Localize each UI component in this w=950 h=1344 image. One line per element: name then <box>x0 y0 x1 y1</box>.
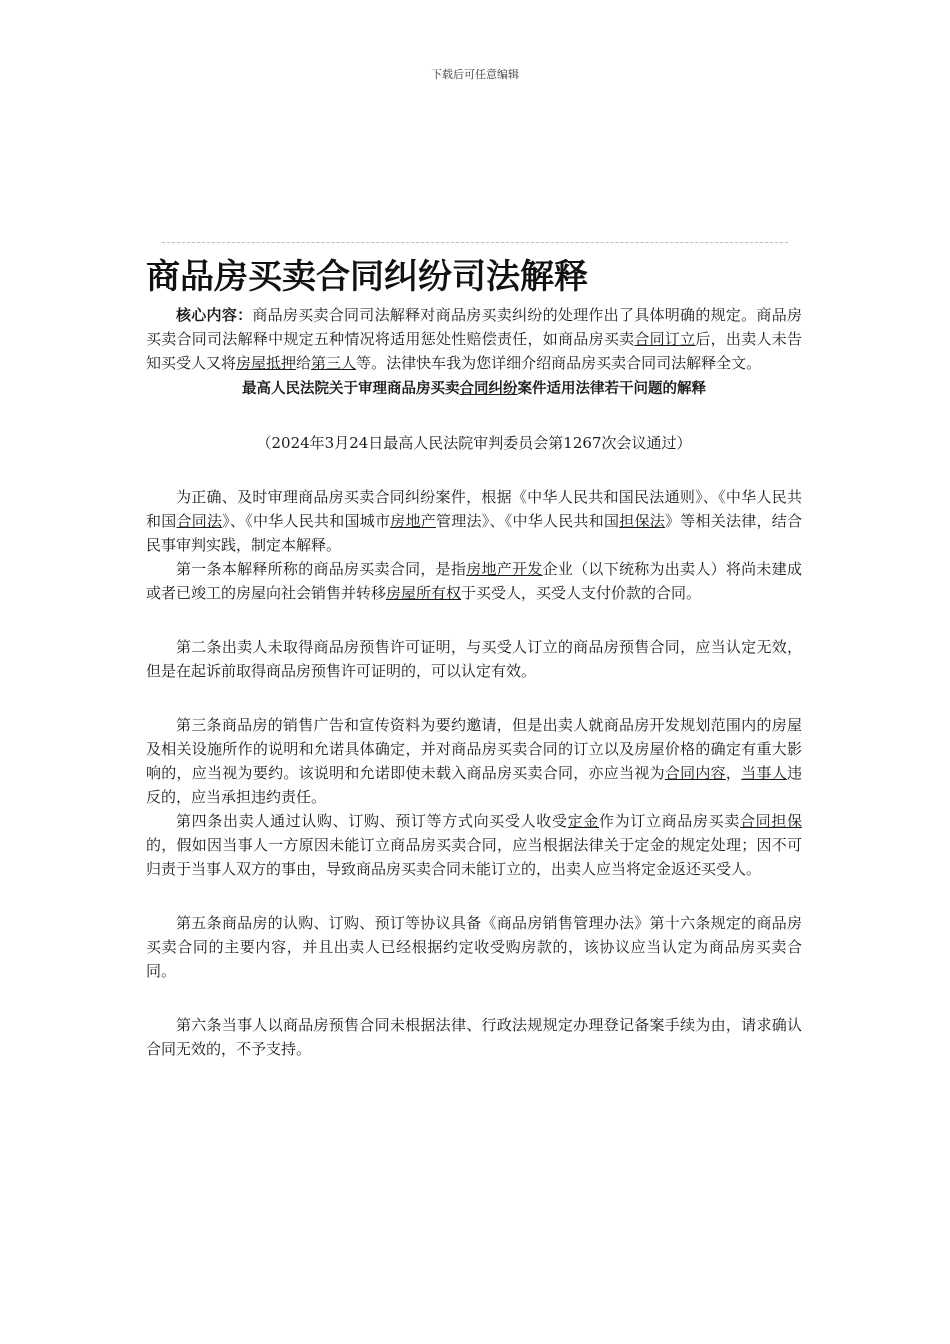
document-body <box>146 255 802 1061</box>
link-real-estate-development[interactable]: 房地产开发 <box>466 560 543 578</box>
link-party[interactable]: 当事人 <box>741 764 787 782</box>
doc-title-text: 最高人民法院关于审理商品房买卖 <box>242 381 460 397</box>
doc-title-text: 案件适用法律若干问题的解释 <box>517 381 706 397</box>
article-text: 的，假如因当事人一方原因未能订立商品房买卖合同，应当根据法律关于定金的规定处理；因不可归责于当事人双方的事由，导致商品房买卖合同未能订立的，出卖人应当将定金返还买受人。 <box>146 836 802 878</box>
adoption-date: （2024年3月24日最高人民法院审判委员会第1267次会议通过） <box>256 434 692 452</box>
article-text: 作为订立商品房买卖 <box>598 812 740 830</box>
intro-paragraph <box>146 303 802 375</box>
intro-text: 等。法律快车我为您详细介绍商品房买卖合同司法解释全文。 <box>356 354 762 372</box>
link-contract-content[interactable]: 合同内容 <box>664 764 726 782</box>
article-3 <box>146 713 802 809</box>
article-text: 于买受人，买受人支付价款的合同。 <box>461 584 702 602</box>
header-note: 下载后可任意编辑 <box>431 68 519 81</box>
link-house-ownership[interactable]: 房屋所有权 <box>386 584 462 602</box>
preamble-text: 管理法》、《中华人民共和国 <box>435 512 620 530</box>
link-contract-signing[interactable]: 合同订立 <box>634 330 696 348</box>
dashed-divider <box>162 242 788 243</box>
intro-text: 后，出卖人未告知买受人又将 <box>146 330 802 372</box>
intro-text: 商品房买卖合同司法解释对商品房买卖纠纷的处理作出了具体明确的规定。商品房买卖合同司法解释中规定五种情况将适用惩处性赔偿责任，如商品房买卖 <box>146 306 802 348</box>
article-text: 第一条本解释所称的商品房买卖合同，是指 <box>176 560 467 578</box>
core-content-label: 核心内容： <box>176 306 253 324</box>
preamble-text: 为正确、及时审理商品房买卖合同纠纷案件，根据《中华人民共和国民法通则》、《中华人民共和国 <box>146 488 802 530</box>
link-guarantee-law[interactable]: 担保法 <box>619 512 665 530</box>
article-6: 第六条当事人以商品房预售合同未根据法律、行政法规规定办理登记备案手续为由，请求确认合同无效的，不予支持。 <box>146 1016 802 1058</box>
link-real-estate[interactable]: 房地产 <box>390 512 436 530</box>
link-third-party[interactable]: 第三人 <box>311 354 357 372</box>
link-deposit[interactable]: 定金 <box>567 812 599 830</box>
article-5: 第五条商品房的认购、订购、预订等协议具备《商品房销售管理办法》第十六条规定的商品房买卖合同的主要内容，并且出卖人已经根据约定收受购房款的，该协议应当认定为商品房买卖合同。 <box>146 914 802 980</box>
preamble-text: 》、《中华人民共和国城市 <box>222 512 391 530</box>
article-4 <box>146 809 802 881</box>
preamble-paragraph <box>146 485 802 557</box>
article-1 <box>146 557 802 605</box>
link-contract-dispute[interactable]: 合同纠纷 <box>459 381 518 397</box>
document-title <box>146 377 802 401</box>
article-2: 第二条出卖人未取得商品房预售许可证明，与买受人订立的商品房预售合同，应当认定无效，但是在起诉前取得商品房预售许可证明的，可以认定有效。 <box>146 638 802 680</box>
article-text: 企业（以下统称为出卖人）将尚未建成或者已竣工的房屋向社会销售并转移 <box>146 560 802 602</box>
preamble-text: 》等相关法律，结合民事审判实践，制定本解释。 <box>146 512 802 554</box>
article-text: 违反的，应当承担违约责任。 <box>146 764 802 806</box>
link-house-mortgage[interactable]: 房屋抵押 <box>236 354 297 372</box>
article-text: 第三条商品房的销售广告和宣传资料为要约邀请，但是出卖人就商品房开发规划范围内的房屋及相关设施所作的说明和允诺具体确定，并对商品房买卖合同的订立以及房屋价格的确定有重大影响的，应当视为要约。该说明和允诺即使未载入商品房买卖合同，亦应当视为 <box>146 716 802 782</box>
page-title: 商品房买卖合同纠纷司法解释 <box>146 257 588 297</box>
link-contract-guarantee[interactable]: 合同担保 <box>739 812 802 830</box>
article-text: 第四条出卖人通过认购、订购、预订等方式向买受人收受 <box>176 812 568 830</box>
article-text: ， <box>725 764 742 782</box>
link-contract-law[interactable]: 合同法 <box>176 512 223 530</box>
intro-text: 给 <box>296 354 312 372</box>
